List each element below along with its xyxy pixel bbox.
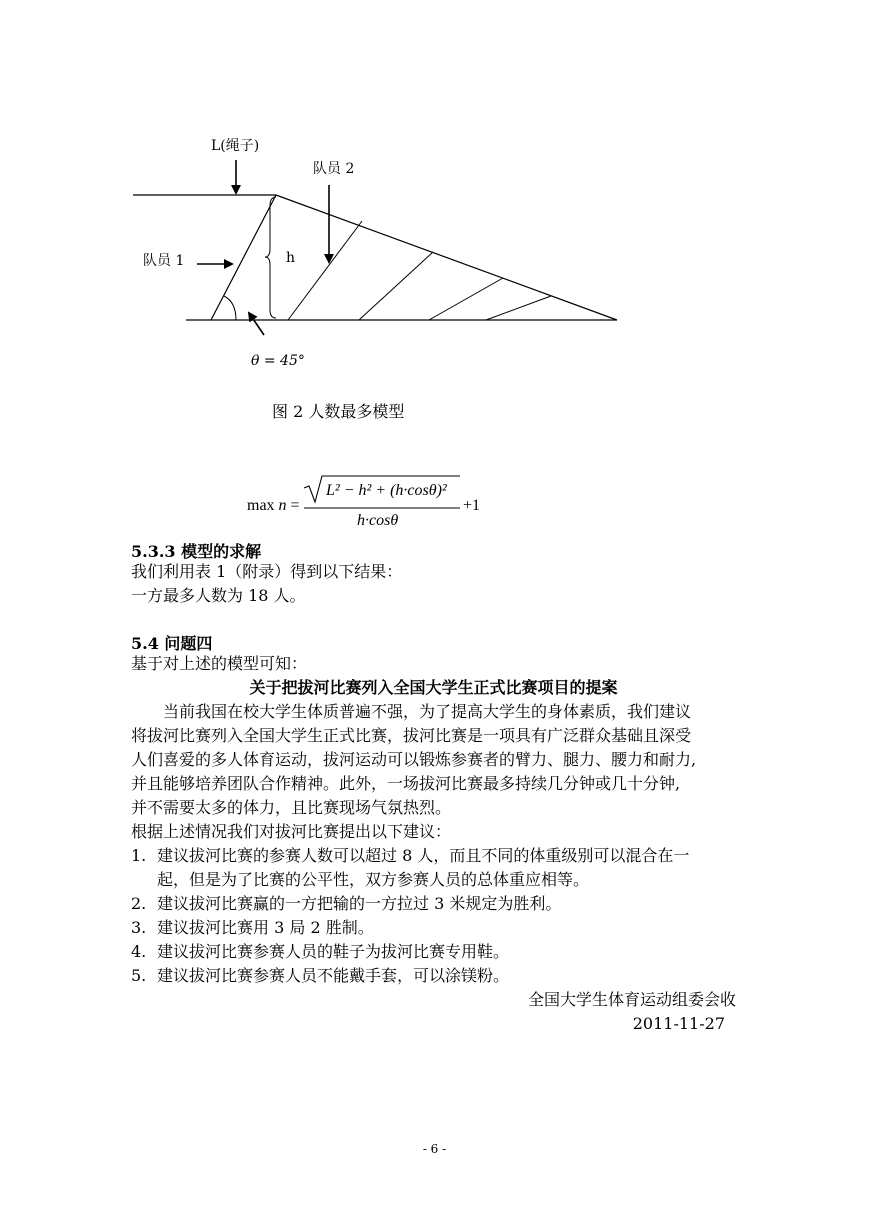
list-item-number: 4. bbox=[131, 942, 147, 961]
member2-label: 队员 2 bbox=[313, 161, 355, 177]
list-item-text: 建议拔河比赛的参赛人数可以超过 8 人，而且不同的体重级别可以混合在一 bbox=[157, 846, 690, 865]
hatch-line bbox=[429, 278, 503, 320]
date: 2011-11-27 bbox=[632, 1014, 725, 1033]
paragraph-line: 人们喜爱的多人体育运动，拔河运动可以锻炼参赛者的臂力、腿力、腰力和耐力, bbox=[131, 750, 697, 769]
paragraph-line: 并且能够培养团队合作精神。此外，一场拔河比赛最多持续几分钟或几十分钟, bbox=[131, 774, 681, 793]
figure-caption: 图 2 人数最多模型 bbox=[272, 402, 405, 421]
list-item-number: 1. bbox=[131, 846, 147, 865]
list-item-text: 建议拔河比赛参赛人员不能戴手套，可以涂镁粉。 bbox=[157, 966, 510, 985]
list-item-continuation: 起，但是为了比赛的公平性，双方参赛人员的总体重应相等。 bbox=[157, 870, 590, 889]
formula-numerator: L² − h² + (h·cosθ)² bbox=[326, 482, 447, 499]
hatch-line bbox=[486, 296, 551, 320]
height-brace bbox=[265, 197, 276, 318]
section-54-intro: 基于对上述的模型可知： bbox=[131, 654, 308, 673]
angle-label: θ = 45° bbox=[251, 353, 305, 369]
list-item-number: 3. bbox=[131, 918, 147, 937]
paragraph-line: 将拔河比赛列入全国大学生正式比赛，拔河比赛是一项具有广泛群众基础且深受 bbox=[131, 726, 692, 745]
page-number: - 6 - bbox=[422, 1142, 447, 1156]
formula-suffix: +1 bbox=[463, 497, 481, 514]
list-item-number: 5. bbox=[131, 966, 147, 985]
suggestions-intro: 根据上述情况我们对拔河比赛提出以下建议： bbox=[131, 822, 452, 841]
formula-prefix bbox=[247, 497, 300, 515]
section-54-heading: 5.4 问题四 bbox=[131, 634, 213, 653]
list-item-text: 建议拔河比赛参赛人员的鞋子为拔河比赛专用鞋。 bbox=[157, 942, 510, 961]
hatch-line bbox=[288, 221, 362, 320]
member1-label: 队员 1 bbox=[143, 253, 185, 269]
hatch-line bbox=[359, 252, 433, 320]
list-item bbox=[131, 964, 509, 988]
list-item-text: 建议拔河比赛用 3 局 2 胜制。 bbox=[157, 918, 374, 937]
list-item bbox=[131, 844, 689, 868]
proposal-title: 关于把拔河比赛列入全国大学生正式比赛项目的提案 bbox=[249, 678, 618, 697]
angle-arrow bbox=[249, 313, 264, 335]
triangle-hypotenuse bbox=[276, 195, 617, 320]
height-label: h bbox=[286, 250, 296, 266]
list-item bbox=[131, 892, 561, 916]
section-533-line2: 一方最多人数为 18 人。 bbox=[131, 586, 306, 605]
formula-variable: n bbox=[278, 497, 287, 514]
signature: 全国大学生体育运动组委会收 bbox=[527, 990, 736, 1009]
paragraph-line: 并不需要太多的体力，且比赛现场气氛热烈。 bbox=[131, 798, 452, 817]
angle-arc bbox=[224, 296, 236, 320]
tug-of-war-model-diagram bbox=[0, 0, 869, 400]
section-533-heading: 5.3.3 模型的求解 bbox=[131, 542, 262, 561]
rope-label: L(绳子) bbox=[211, 138, 260, 154]
list-item bbox=[131, 916, 374, 940]
list-item bbox=[131, 940, 509, 964]
paragraph-line: 当前我国在校大学生体质普遍不强，为了提高大学生的身体素质，我们建议 bbox=[163, 702, 692, 721]
formula-equals: = bbox=[290, 497, 300, 514]
section-533-line1: 我们利用表 1（附录）得到以下结果： bbox=[131, 562, 403, 581]
formula-max: max bbox=[247, 497, 275, 514]
list-item-number: 2. bbox=[131, 894, 147, 913]
formula-denominator: h·cosθ bbox=[357, 512, 399, 529]
list-item-text: 建议拔河比赛赢的一方把输的一方拉过 3 米规定为胜利。 bbox=[157, 894, 562, 913]
